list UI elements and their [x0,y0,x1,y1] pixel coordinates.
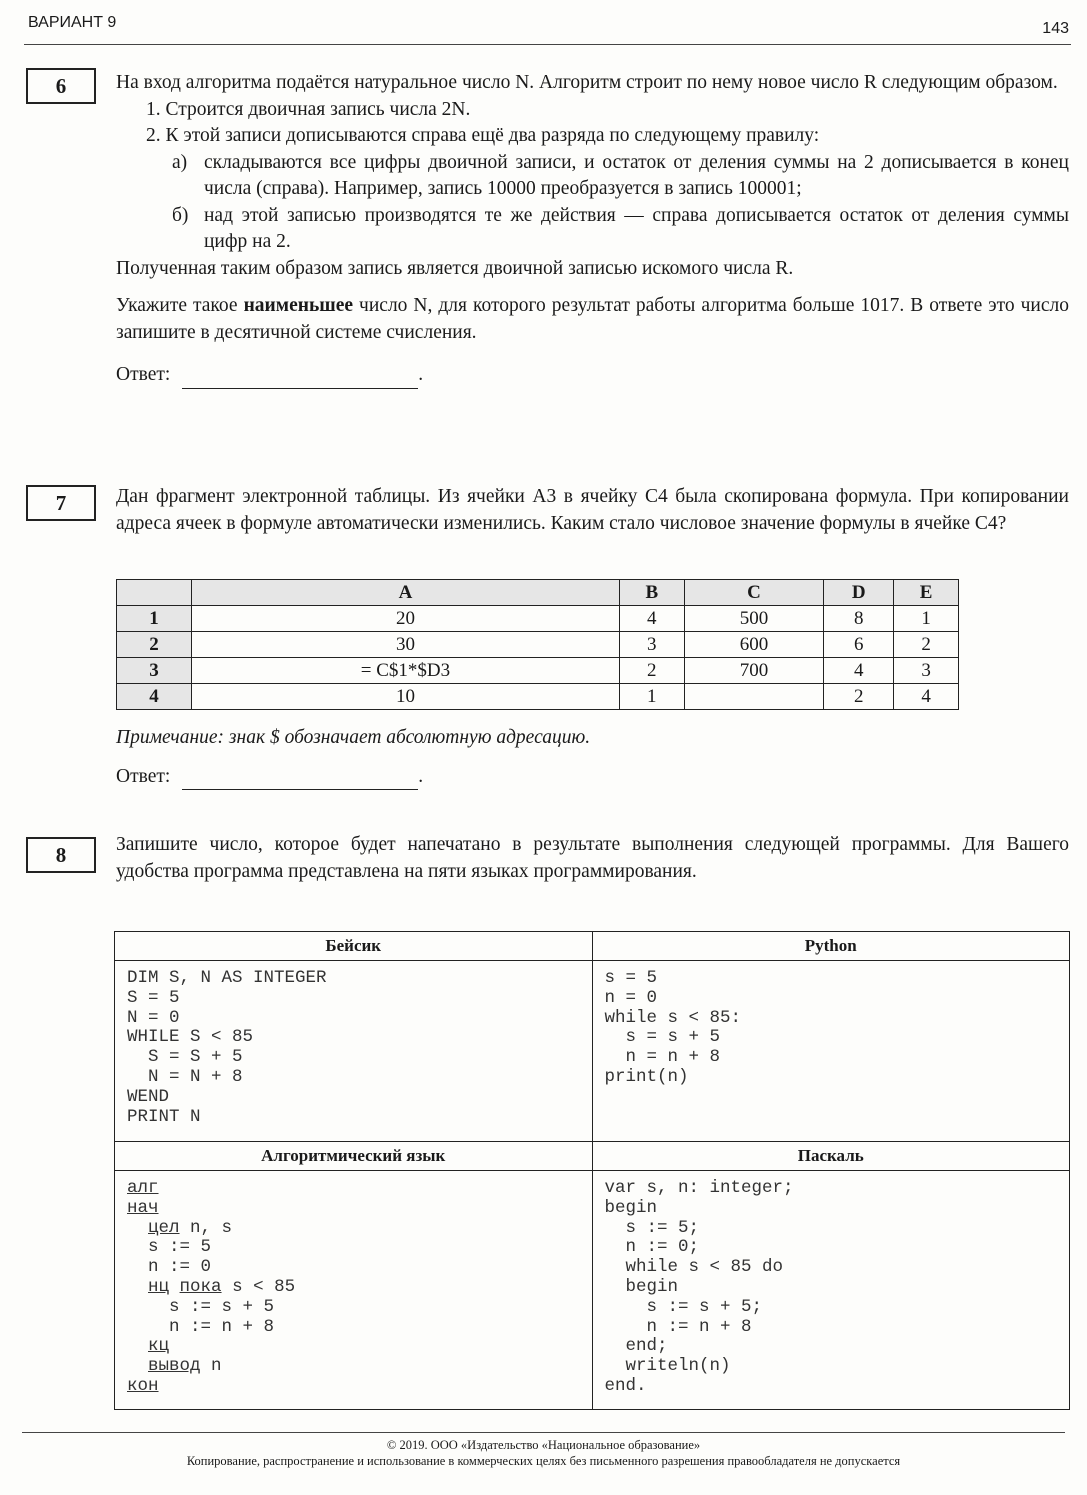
variant-label: ВАРИАНТ 9 [28,14,117,31]
code-text: n [200,1356,222,1377]
code-text: n := n + 8 [169,1316,275,1337]
task-8 [116,832,1069,885]
task-6-question [116,293,1069,346]
task-7-answer[interactable] [116,764,1069,791]
cell: 2 [894,632,959,658]
cell: 600 [684,632,824,658]
code-text: n := 0 [148,1257,212,1278]
cell: 1 [894,606,959,632]
nach-keyword: нач [127,1197,159,1218]
kc-keyword: кц [148,1336,170,1357]
sub-a-text: складываются все цифры двоичной записи, и остаток от деления суммы на 2 дописывается в конец числа (справа). Например, запись 10000 преобразуется в запись 100001; [204,151,1069,199]
code-text: s < 85 [221,1276,296,1297]
python-title: Python [592,932,1070,961]
table-header-row [117,580,959,606]
task-7 [116,484,1069,537]
alg-code [127,1179,580,1397]
cell: 4 [824,658,894,684]
task-6-sub-a [116,150,1069,203]
footer-divider [22,1432,1065,1433]
row-header: 3 [117,658,192,684]
program-header-row [115,1142,1070,1171]
task-6-intro: На вход алгоритма подаётся натуральное число N. Алгоритм строит по нему новое число R следующим образом. [116,72,1058,93]
row-header: 2 [117,632,192,658]
basic-code: DIM S, N AS INTEGER S = 5 N = 0 WHILE S < 85 S = S + 5 N = N + 8 WEND PRINT N [127,968,327,1127]
cell: 10 [192,684,620,710]
col-header: B [619,580,684,606]
nc-keyword: нц [148,1276,170,1297]
table-row [117,658,959,684]
answer-dot: . [418,765,424,787]
note-text: Примечание: знак $ обозначает абсолютную адресацию. [116,727,591,748]
table-row [117,606,959,632]
cell: 3 [894,658,959,684]
question-end: число N, для которого результат работы алгоритма больше 1017. В ответе это число запишите в десятичной системе счисления. [116,295,1069,343]
cell: 1 [619,684,684,710]
corner-cell [117,580,192,606]
task-7-note [116,725,1069,752]
basic-title: Бейсик [115,932,593,961]
vyvod-keyword: вывод [148,1356,201,1377]
sub-b-text: над этой записью производятся те же действия — справа дописывается остаток от деления суммы цифр на 2. [204,204,1069,252]
kon-keyword: кон [127,1375,159,1396]
table-row [117,632,959,658]
task-8-number: 8 [26,837,96,873]
col-header: A [192,580,620,606]
program-table [114,931,1070,1410]
cell: 8 [824,606,894,632]
col-header: C [684,580,824,606]
task-7-bottom [116,725,1069,790]
task-6-number: 6 [26,68,96,104]
task-6-step-2: 2. К этой записи дописываются справа ещё два разряда по следующему правилу: [146,125,820,146]
sub-a-label: а) [172,151,188,173]
program-header-row [115,932,1070,961]
cell: 3 [619,632,684,658]
task-7-intro: Дан фрагмент электронной таблицы. Из ячейки A3 в ячейку C4 была скопирована формула. При копировании адреса ячеек в формуле автоматически изменились. Каким стало числовое значение формулы в ячейке C4? [116,486,1069,534]
cell [684,684,824,710]
task-6-result: Полученная таким образом запись является двоичной записью искомого числа R. [116,257,794,279]
task-6-sub-b [116,203,1069,256]
pascal-title: Паскаль [592,1142,1070,1171]
alg-title: Алгоритмический язык [115,1142,593,1171]
answer-dot: . [418,364,424,385]
task-6 [116,70,1069,389]
cell: 2 [619,658,684,684]
answer-label: Ответ: [116,364,171,385]
code-text: s := s + 5 [169,1296,275,1317]
task-8-intro: Запишите число, которое будет напечатано в результате выполнения следующей программы. Для Вашего удобства программа представлена на пяти языках программирования. [116,834,1069,882]
answer-line[interactable] [182,370,418,389]
spreadsheet-table [116,579,959,710]
alg-keyword: алг [127,1178,159,1198]
cell: = C$1*$D3 [192,658,620,684]
row-header: 4 [117,684,192,710]
program-row [115,1171,1070,1410]
col-header: D [824,580,894,606]
cel-keyword: цел [148,1217,180,1238]
question-start: Укажите такое [116,295,244,316]
pascal-code: var s, n: integer; begin s := 5; n := 0; while s < 85 do begin s := s + 5; n := n + 8 end; writeln(n) end. [604,1178,794,1396]
cell: 20 [192,606,620,632]
footer-copyright: © 2019. ООО «Издательство «Национальное образование» [386,1438,701,1452]
cell: 500 [684,606,824,632]
task-7-number: 7 [26,485,96,521]
code-text: s := 5 [148,1237,212,1258]
python-code: s = 5 n = 0 while s < 85: s = s + 5 n = n + 8 print(n) [604,968,742,1087]
table-row [117,684,959,710]
sub-b-label: б) [172,204,189,226]
cell: 30 [192,632,620,658]
code-text: n, s [179,1217,233,1238]
task-6-answer[interactable] [116,362,1069,389]
footer-notice: Копирование, распространение и использование в коммерческих целях без письменного разрешения правообладателя не допускается [186,1454,901,1468]
header-divider [24,44,1071,45]
cell: 2 [824,684,894,710]
cell: 6 [824,632,894,658]
program-row [115,961,1070,1142]
cell: 700 [684,658,824,684]
cell: 4 [619,606,684,632]
task-6-step-1: 1. Строится двоичная запись числа 2N. [146,98,471,120]
answer-label: Ответ: [116,765,171,787]
page-number: 143 [1042,20,1069,37]
col-header: E [894,580,959,606]
cell: 4 [894,684,959,710]
question-bold: наименьшее [243,295,354,316]
row-header: 1 [117,606,192,632]
answer-line[interactable] [182,771,418,790]
poka-keyword: пока [179,1276,222,1297]
